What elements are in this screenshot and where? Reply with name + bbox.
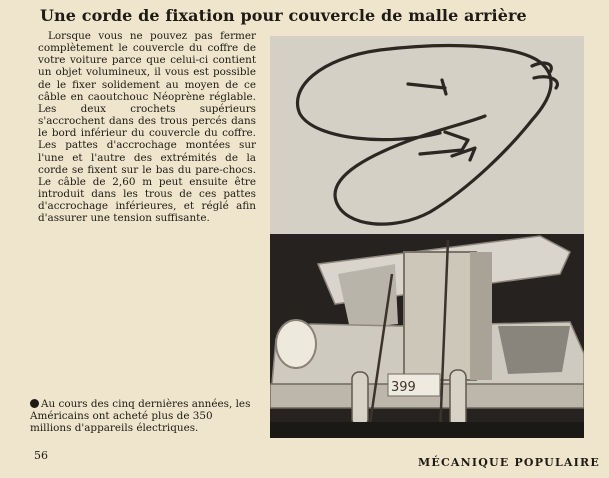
tail-light <box>276 320 316 368</box>
info-note <box>30 398 256 435</box>
car-illustration <box>270 234 584 438</box>
plate-number: 399 <box>391 380 416 395</box>
magazine-name: MÉCANIQUE POPULAIRE <box>418 456 600 469</box>
article-body: Lorsque vous ne pouvez pas fermer complètement le couvercle du coffre de votre voiture parce que celui-ci contient un objet volumineux, il vous est possible de le fixer solidement au moyen de ce câble en caoutchouc Néoprène réglable. Les deux crochets supérieurs s'accrochent dans des trous percés dans le bord inférieur du couvercle du coffre. Les pattes d'accrochage montées sur l'une et l'autre des extrémités de la corde se fixent sur le bas du pare-chocs. Le câble de 2,60 m peut ensuite être introduit dans les trous de ces pattes d'accrochage inférieures, et réglé afin d'assurer une tension suffisante. <box>38 30 256 225</box>
note-text: Au cours des cinq dernières années, les Américains ont acheté plus de 350 millions d'appareils électriques. <box>30 398 251 435</box>
article-title: Une corde de fixation pour couvercle de malle arrière <box>40 6 527 25</box>
bumper-guard-left <box>352 372 368 426</box>
cord-photo <box>270 36 584 234</box>
box-side <box>470 252 492 380</box>
rear-window <box>498 326 570 374</box>
page-number: 56 <box>34 449 48 462</box>
cord-illustration <box>270 36 584 234</box>
car-trunk-photo <box>270 234 584 438</box>
bulky-box <box>404 252 476 380</box>
bullet-icon <box>30 399 39 408</box>
bumper-guard-right <box>450 370 466 428</box>
ground-shadow <box>270 422 584 438</box>
